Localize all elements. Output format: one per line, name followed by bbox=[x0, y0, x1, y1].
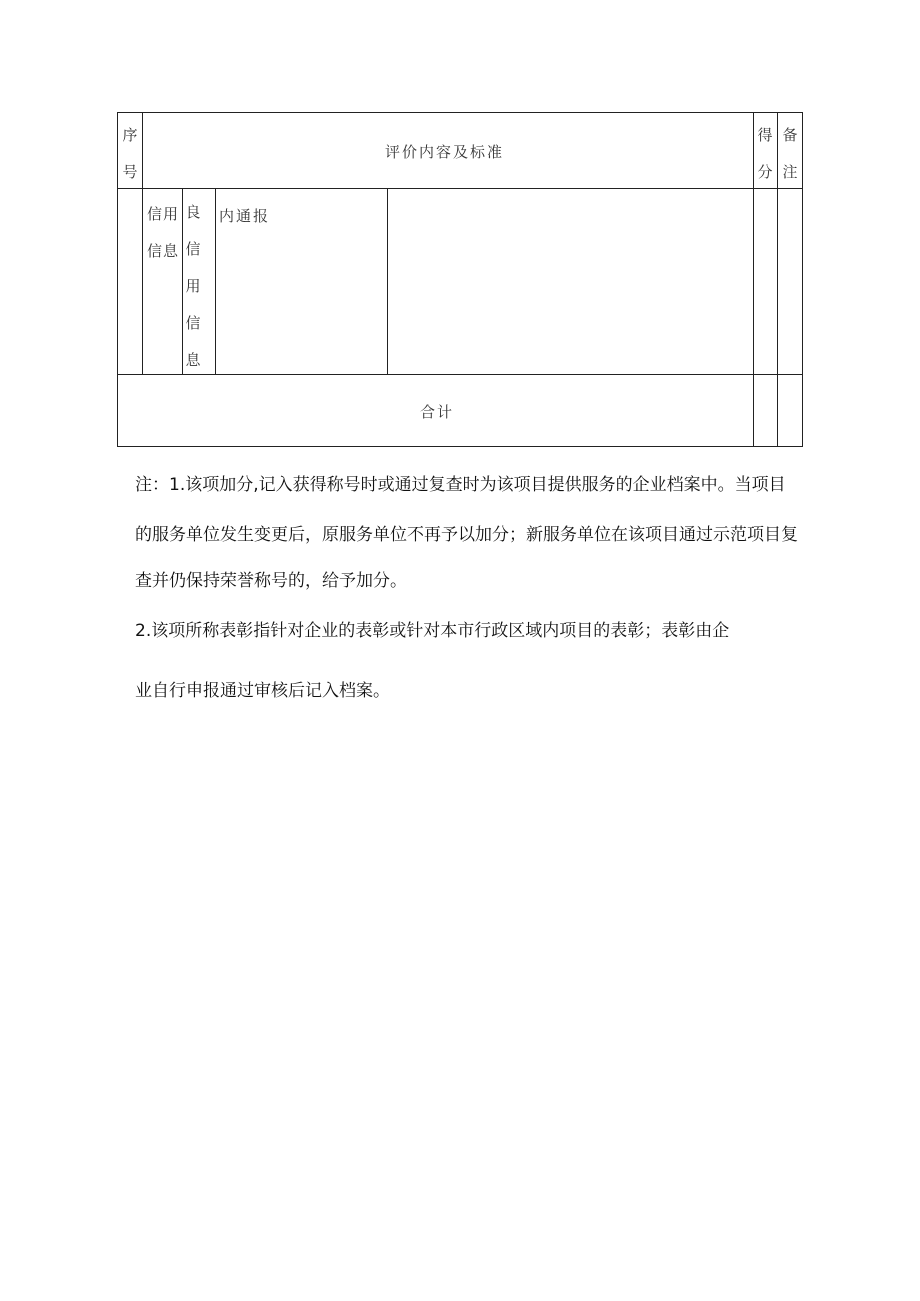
table-header-divider bbox=[117, 188, 803, 189]
row-sub-char-4: 信 bbox=[185, 314, 201, 332]
header-remark-char-2: 注 bbox=[782, 163, 798, 181]
total-label: 合计 bbox=[420, 403, 455, 421]
table-border-left bbox=[117, 112, 118, 447]
table-border-right bbox=[802, 112, 803, 447]
row-sub-char-5: 息 bbox=[185, 351, 201, 369]
note-line-3: 查并仍保持荣誉称号的，给予加分。 bbox=[135, 571, 407, 591]
row-item: 内通报 bbox=[219, 207, 271, 225]
header-score-char-2: 分 bbox=[757, 163, 773, 181]
header-content: 评价内容及标准 bbox=[385, 143, 505, 161]
header-seq bbox=[120, 117, 140, 191]
row-sub-char-1: 良 bbox=[185, 203, 201, 221]
table-border-top bbox=[117, 112, 803, 113]
row-category bbox=[147, 196, 179, 270]
header-score bbox=[755, 117, 775, 191]
header-score-char-1: 得 bbox=[757, 126, 773, 144]
table-col-divider-score bbox=[753, 112, 754, 447]
table-col-divider-remark bbox=[777, 112, 778, 447]
header-remark-char-1: 备 bbox=[782, 126, 798, 144]
table-col-divider-sub bbox=[215, 188, 216, 375]
header-remark bbox=[780, 117, 800, 191]
note-line-5: 业自行申报通过审核后记入档案。 bbox=[135, 681, 390, 701]
header-seq-char-1: 序 bbox=[122, 126, 138, 144]
table-row-divider bbox=[117, 374, 803, 375]
note-line-4: 2.该项所称表彰指针对企业的表彰或针对本市行政区域内项目的表彰；表彰由企 bbox=[135, 621, 730, 641]
row-category-line-1: 信用 bbox=[147, 205, 180, 223]
note-line-1: 注：1.该项加分,记入获得称号时或通过复查时为该项目提供服务的企业档案中。当项目 bbox=[135, 475, 786, 495]
row-sub bbox=[183, 194, 203, 379]
table-border-bottom bbox=[117, 446, 803, 447]
row-sub-char-3: 用 bbox=[185, 277, 201, 295]
row-category-line-2: 信息 bbox=[147, 242, 180, 260]
row-sub-char-2: 信 bbox=[185, 240, 201, 258]
note-line-2: 的服务单位发生变更后，原服务单位不再予以加分；新服务单位在该项目通过示范项目复 bbox=[135, 525, 798, 545]
table-col-divider-item bbox=[387, 188, 388, 375]
table-col-divider-seq bbox=[142, 112, 143, 375]
header-seq-char-2: 号 bbox=[122, 163, 138, 181]
